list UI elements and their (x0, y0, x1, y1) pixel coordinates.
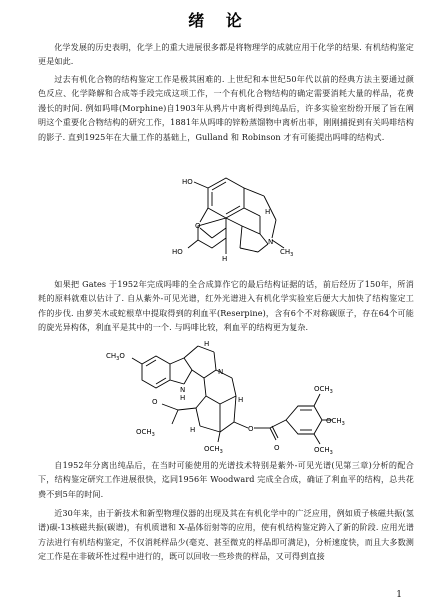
morphine-ho-bottom: HO (172, 248, 183, 256)
paragraph-4: 自1952年分离出纯品后，在当时可能使用的光谱技术特别是紫外-可见光谱(见第三章)分析的配合下，结构鉴定研究工作进展很快，迄同1956年 Woodward 完成全合成，确证了利血平的结构，总共花费不到5年的时间. (38, 460, 414, 499)
reserpine-och3-bottom: $OCH_3$ (204, 445, 223, 455)
paragraph-1: 化学发展的历史表明，化学上的重大进展很多都是将物理学的成就应用于化学的结果. 有机结构鉴定更是如此. (38, 42, 414, 67)
reserpine-n-ring: N (218, 368, 224, 376)
paragraph-5: 近30年来，由于新技术和新型物理仪器的出现及其在有机化学中的广泛应用，例如质子核磁共振(氢谱)碳-13核磁共振(碳谱)，有机质谱和 X-晶体衍射等的应用，使有机结构鉴定跨入了新的阶段. 应用光谱方法进行有机结构鉴定，不仅消耗样品少(毫克、甚至微克的样品即可满足)，分析速度快，而且大多数测定工作是在非破坏性过程中进行的，既可以回收一些珍贵的样品，又可得到直接 (38, 508, 414, 562)
reserpine-ester-och3: $OCH_3$ (136, 428, 155, 438)
reserpine-ester-o: O (152, 398, 158, 406)
reserpine-ar-och3-1: $OCH_3$ (314, 385, 333, 395)
reserpine-ar-och3-3: $OCH_3$ (314, 446, 333, 456)
morphine-ho-top: HO (182, 178, 193, 186)
morphine-ch3: $CH_3$ (280, 248, 294, 258)
morphine-structure (168, 168, 298, 272)
reserpine-structure (92, 338, 352, 456)
reserpine-co-o: O (248, 425, 254, 433)
reserpine-h-b: H (238, 396, 244, 404)
morphine-n: N (268, 238, 274, 246)
reserpine-nh-h: H (180, 394, 186, 402)
morphine-h2: H (222, 255, 228, 263)
reserpine-meo-left: $CH_3O$ (106, 352, 125, 362)
page-number: 1 (396, 590, 402, 600)
paragraph-3: 如果把 Gates 于1952年完成吗啡的全合成算作它的最后结构证据的话，前后经历了150年，所消耗的原料就难以估计了. 自从紫外-可见光谱，红外光谱进入有机化学实验室后便大大加快了结构鉴定工作的步伐. 由萝芙木或蛇根草中提取得到的利血平(Reserpine)，含有6个不对称碳原子，存在64个可能的旋光异构体，利血平是其中的一个. 与吗啡比较，利血平的结构更为复杂. (38, 279, 414, 333)
morphine-o-ring: O (195, 222, 201, 230)
reserpine-n-indole: N (180, 386, 186, 394)
reserpine-carbonyl-o: O (274, 444, 280, 452)
morphine-h1: H (265, 208, 271, 216)
reserpine-h-a: H (204, 340, 210, 348)
chapter-title: 绪 论 (188, 11, 250, 30)
reserpine-ar-och3-2: $OCH_3$ (326, 417, 345, 427)
reserpine-h-c: H (190, 426, 196, 434)
paragraph-2: 过去有机化合物的结构鉴定工作是极其困难的. 上世纪和本世纪50年代以前的经典方法主要通过颜色反应、化学降解和合成等手段完成这项工作，一个有机化合物结构的确定需要消耗大量的样品，花费漫长的时间. 例如吗啡(Morphine)自1903年从鸦片中离析得到纯品后，许多实验室纷纷开展了旨在阐明这个重要化合物结构的研究工作，1881年从吗啡的锌粉蒸馏物中离析出菲，刚刚捕捉到有关吗啡结构的影子. 直到1925年在大量工作的基础上，Gulland 和 Robinson 才有可能提出吗啡的结构式. (38, 74, 414, 142)
